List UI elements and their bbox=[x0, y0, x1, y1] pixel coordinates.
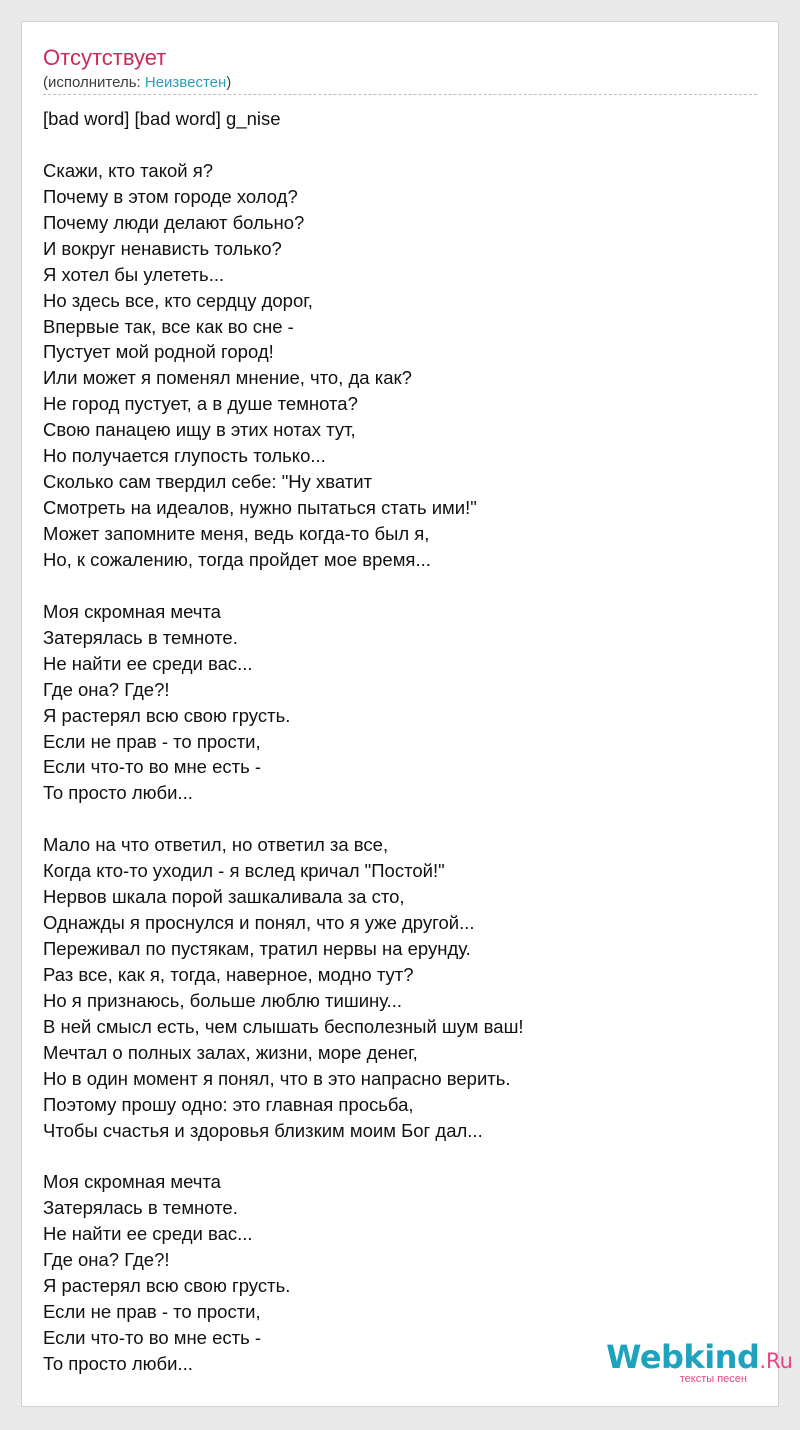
lyric-line: Я растерял всю свою грусть. bbox=[43, 704, 291, 726]
lyric-line: Где она? Где?! bbox=[43, 678, 170, 700]
lyric-line: Если что-то во мне есть - bbox=[43, 756, 262, 778]
artist-line bbox=[43, 73, 231, 93]
lyric-line: Мало на что ответил, но ответил за все, bbox=[43, 834, 389, 856]
lyric-line: [bad word] [bad word] g_nise bbox=[43, 108, 281, 129]
lyric-line: Но здесь все, кто сердцу дорог, bbox=[43, 289, 313, 311]
lyric-line: Нервов шкала порой зашкаливала за сто, bbox=[43, 886, 405, 908]
lyric-line: То просто люби... bbox=[43, 1353, 193, 1374]
lyric-line: Сколько сам твердил себе: "Ну хватит bbox=[43, 471, 373, 493]
dashed-divider bbox=[43, 94, 757, 95]
lyric-line: Если не прав - то прости, bbox=[43, 730, 261, 752]
artist-prefix: (исполнитель: bbox=[43, 74, 145, 91]
lyric-line: Смотреть на идеалов, нужно пытаться стать ими!" bbox=[43, 497, 477, 519]
lyric-blank-line bbox=[43, 573, 524, 599]
logo-word: Webkind bbox=[606, 1338, 760, 1376]
lyrics-card bbox=[21, 21, 779, 1407]
song-title: Отсутствует bbox=[43, 45, 167, 70]
lyric-blank-line bbox=[43, 1144, 524, 1170]
lyric-line: Затерялась в темноте. bbox=[43, 626, 238, 648]
lyric-line: Почему люди делают больно? bbox=[43, 211, 305, 233]
lyric-line: Раз все, как я, тогда, наверное, модно тут? bbox=[43, 963, 414, 985]
logo-domain: .Ru bbox=[759, 1349, 793, 1373]
lyric-line: Если не прав - то прости, bbox=[43, 1301, 261, 1323]
lyric-line: Я растерял всю свою грусть. bbox=[43, 1275, 291, 1297]
logo-tagline: тексты песен bbox=[679, 1373, 747, 1385]
lyric-line: Поэтому прошу одно: это главная просьба, bbox=[43, 1093, 414, 1115]
lyric-line: Впервые так, все как во сне - bbox=[43, 315, 294, 337]
lyric-line: Но в один момент я понял, что в это напрасно верить. bbox=[43, 1067, 511, 1089]
lyric-line: Когда кто-то уходил - я вслед кричал "Постой!" bbox=[43, 860, 445, 882]
lyric-line: Или может я поменял мнение, что, да как? bbox=[43, 367, 412, 389]
lyric-line: Где она? Где?! bbox=[43, 1249, 170, 1271]
lyrics-text bbox=[43, 106, 524, 1377]
lyric-line: Свою панацею ищу в этих нотах тут, bbox=[43, 419, 356, 441]
lyric-line: Может запомните меня, ведь когда-то был я, bbox=[43, 523, 430, 544]
lyric-line: Я хотел бы улететь... bbox=[43, 263, 225, 285]
artist-suffix: ) bbox=[226, 74, 232, 91]
lyric-line: Но, к сожалению, тогда пройдет мое время... bbox=[43, 548, 431, 570]
lyric-line: Моя скромная мечта bbox=[43, 600, 221, 622]
lyric-line: Но получается глупость только... bbox=[43, 445, 326, 467]
lyric-line: Моя скромная мечта bbox=[43, 1171, 221, 1193]
lyric-line: В ней смысл есть, чем слышать бесполезный шум ваш! bbox=[43, 1015, 524, 1037]
lyric-line: То просто люби... bbox=[43, 782, 193, 804]
lyric-line: Мечтал о полных залах, жизни, море денег, bbox=[43, 1041, 418, 1063]
lyric-line: Затерялась в темноте. bbox=[43, 1197, 238, 1219]
lyric-line: Почему в этом городе холод? bbox=[43, 185, 298, 207]
artist-link[interactable]: Неизвестен bbox=[144, 74, 227, 91]
lyric-line: Не найти ее среди вас... bbox=[43, 1223, 253, 1245]
site-logo[interactable] bbox=[606, 1340, 793, 1385]
lyric-line: Если что-то во мне есть - bbox=[43, 1327, 262, 1349]
lyric-line: Но я признаюсь, больше люблю тишину... bbox=[43, 989, 403, 1011]
lyric-line: Чтобы счастья и здоровья близким моим Бог дал... bbox=[43, 1119, 483, 1141]
lyric-line: Не найти ее среди вас... bbox=[43, 652, 253, 674]
lyric-line: Переживал по пустякам, тратил нервы на ерунду. bbox=[43, 938, 471, 959]
lyric-line: И вокруг ненависть только? bbox=[43, 237, 282, 259]
lyric-line: Не город пустует, а в душе темнота? bbox=[43, 393, 358, 415]
lyric-line: Скажи, кто такой я? bbox=[43, 159, 214, 181]
lyric-blank-line bbox=[43, 806, 524, 832]
lyric-line: Однажды я проснулся и понял, что я уже другой... bbox=[43, 912, 475, 934]
lyric-line: Пустует мой родной город! bbox=[43, 341, 274, 363]
lyric-blank-line bbox=[43, 132, 524, 158]
